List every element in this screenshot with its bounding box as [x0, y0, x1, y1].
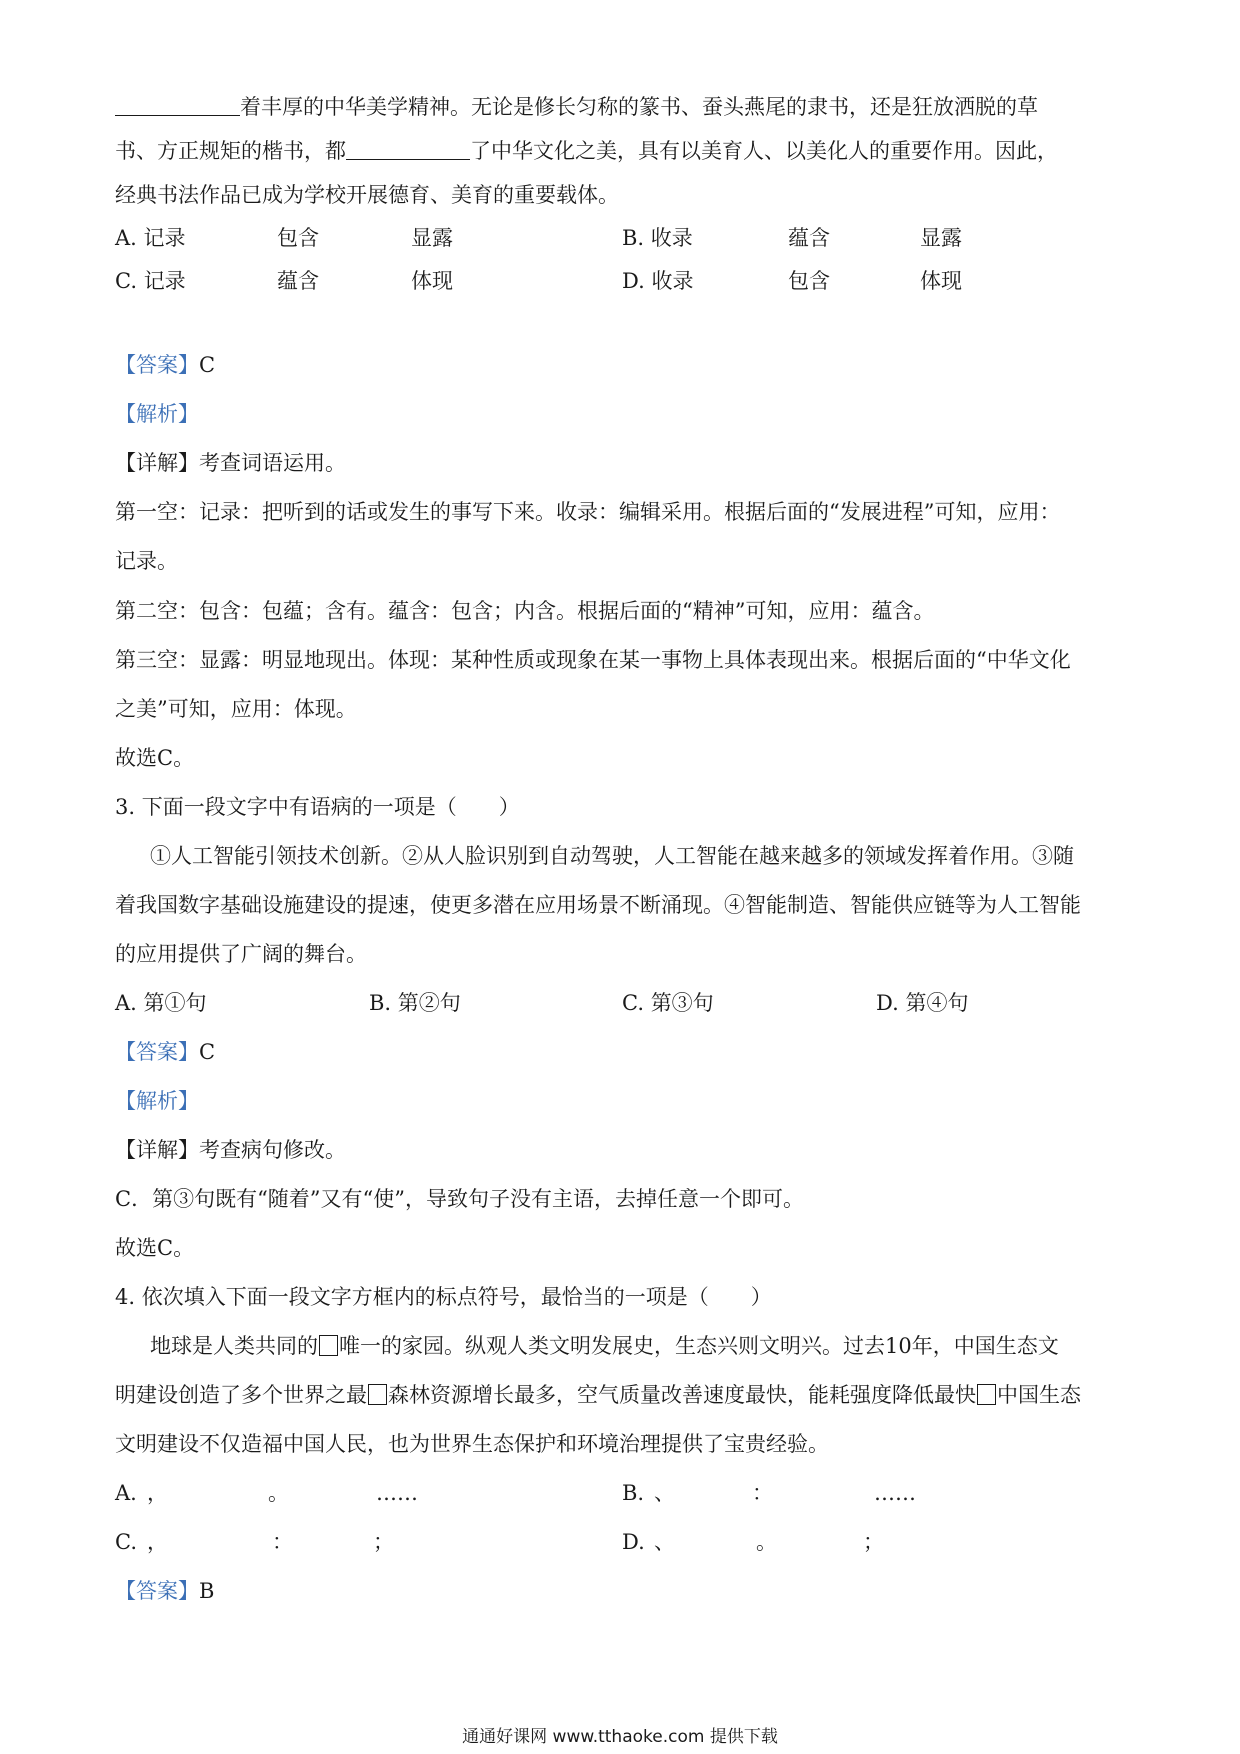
q3-option-c: C. 第③句	[622, 991, 714, 1015]
q4-option-b-mark-2: ：	[752, 1481, 773, 1505]
q2-option-c-word-3: 体现	[411, 269, 453, 293]
q2-explanation-3: 第三空：显露：明显地现出。体现：某种性质或现象在某一事物上具体表现出来。根据后面的“中华文化	[115, 648, 1071, 672]
q3-stem: 3. 下面一段文字中有语病的一项是（ ）	[115, 795, 520, 819]
q4-answer: 【答案】B	[115, 1579, 215, 1603]
q4-passage-line-1: 地球是人类共同的 唯一的家园。纵观人类文明发展史，生态兴则文明兴。过去10年，中国生态文	[150, 1334, 1059, 1358]
q2-option-a-word-2: 包含	[277, 226, 319, 250]
q4-option-c: C.	[115, 1530, 137, 1554]
q4-option-a-mark-1: ，	[147, 1481, 168, 1505]
q4-option-d: D.	[622, 1530, 645, 1554]
q2-option-d: D. 收录	[622, 269, 694, 293]
q2-option-b-word-2: 蕴含	[788, 226, 830, 250]
q2-passage-line-3: 经典书法作品已成为学校开展德育、美育的重要载体。	[115, 183, 619, 207]
page-footer: 通通好课网 www.tthaoke.com 提供下载	[462, 1727, 778, 1747]
q2-option-d-word-2: 包含	[788, 269, 830, 293]
q2-explanation-3-cont: 之美”可知，应用：体现。	[115, 697, 357, 721]
q4-option-b-mark-3: ……	[874, 1481, 916, 1505]
q4-option-d-mark-3: ；	[863, 1530, 884, 1554]
q4-passage-line-3: 文明建设不仅造福中国人民，也为世界生态保护和环境治理提供了宝贵经验。	[115, 1432, 829, 1456]
fill-blank-3	[346, 137, 470, 160]
q2-option-d-word-3: 体现	[920, 269, 962, 293]
q3-option-d: D. 第④句	[876, 991, 969, 1015]
q3-passage-line-2: 着我国数字基础设施建设的提速，使更多潜在应用场景不断涌现。④智能制造、智能供应链等为人工智能	[115, 893, 1081, 917]
q4-passage-line-2: 明建设创造了多个世界之最 森林资源增长最多，空气质量改善速度最快，能耗强度降低最快 中国生态	[115, 1383, 1081, 1407]
q3-detail-heading: 【详解】考查病句修改。	[115, 1138, 346, 1162]
answer-tag: 【答案】	[115, 353, 199, 377]
q3-option-a: A. 第①句	[115, 991, 207, 1015]
fill-blank-1	[115, 93, 240, 116]
q2-conclusion: 故选C。	[115, 746, 195, 770]
q2-explanation-1-cont: 记录。	[115, 549, 178, 573]
q4-option-c-mark-3: ；	[373, 1530, 394, 1554]
q4-option-a: A.	[115, 1481, 137, 1505]
q4-stem: 4. 依次填入下面一段文字方框内的标点符号，最恰当的一项是（ ）	[115, 1285, 772, 1309]
q2-analysis-heading: 【解析】	[115, 402, 199, 426]
q3-passage-line-1: ①人工智能引领技术创新。②从人脸识别到自动驾驶，人工智能在越来越多的领域发挥着作用。③随	[150, 844, 1074, 868]
punctuation-box-1	[319, 1335, 338, 1356]
punctuation-box-3	[977, 1384, 996, 1405]
q3-answer: 【答案】C	[115, 1040, 216, 1064]
q2-answer: 【答案】C	[115, 353, 216, 377]
q4-option-b-mark-1: 、	[654, 1481, 675, 1505]
q3-conclusion: 故选C。	[115, 1236, 195, 1260]
q3-analysis-heading: 【解析】	[115, 1089, 199, 1113]
q2-option-c: C. 记录	[115, 269, 186, 293]
q2-passage-line-2: 书、方正规矩的楷书，都 了中华文化之美，具有以美育人、以美化人的重要作用。因此，	[115, 139, 1058, 163]
q2-option-a: A. 记录	[115, 226, 186, 250]
q4-option-a-mark-2: 。	[268, 1481, 289, 1505]
q4-option-c-mark-1: ，	[147, 1530, 168, 1554]
q4-option-d-mark-1: 、	[654, 1530, 675, 1554]
q2-explanation-2: 第二空：包含：包蕴；含有。蕴含：包含；内含。根据后面的“精神”可知，应用：蕴含。	[115, 599, 935, 623]
q2-passage-line-1: 着丰厚的中华美学精神。无论是修长匀称的篆书、蚕头燕尾的隶书，还是狂放洒脱的草	[115, 92, 1125, 122]
q2-option-b-word-3: 显露	[920, 226, 962, 250]
q2-explanation-1: 第一空：记录：把听到的话或发生的事写下来。收录：编辑采用。根据后面的“发展进程”可知，应用：	[115, 500, 1061, 524]
q2-option-c-word-2: 蕴含	[277, 269, 319, 293]
q3-passage-line-3: 的应用提供了广阔的舞台。	[115, 942, 367, 966]
q2-option-b: B. 收录	[622, 226, 693, 250]
q2-detail-heading: 【详解】考查词语运用。	[115, 451, 346, 475]
q4-option-b: B.	[622, 1481, 645, 1505]
q2-option-a-word-3: 显露	[411, 226, 453, 250]
q3-explanation: C．第③句既有“随着”又有“使”，导致句子没有主语，去掉任意一个即可。	[115, 1187, 805, 1211]
q3-option-b: B. 第②句	[369, 991, 461, 1015]
punctuation-box-2	[368, 1384, 387, 1405]
q4-option-c-mark-2: ：	[272, 1530, 293, 1554]
q4-option-d-mark-2: 。	[756, 1530, 777, 1554]
q4-option-a-mark-3: ……	[376, 1481, 418, 1505]
